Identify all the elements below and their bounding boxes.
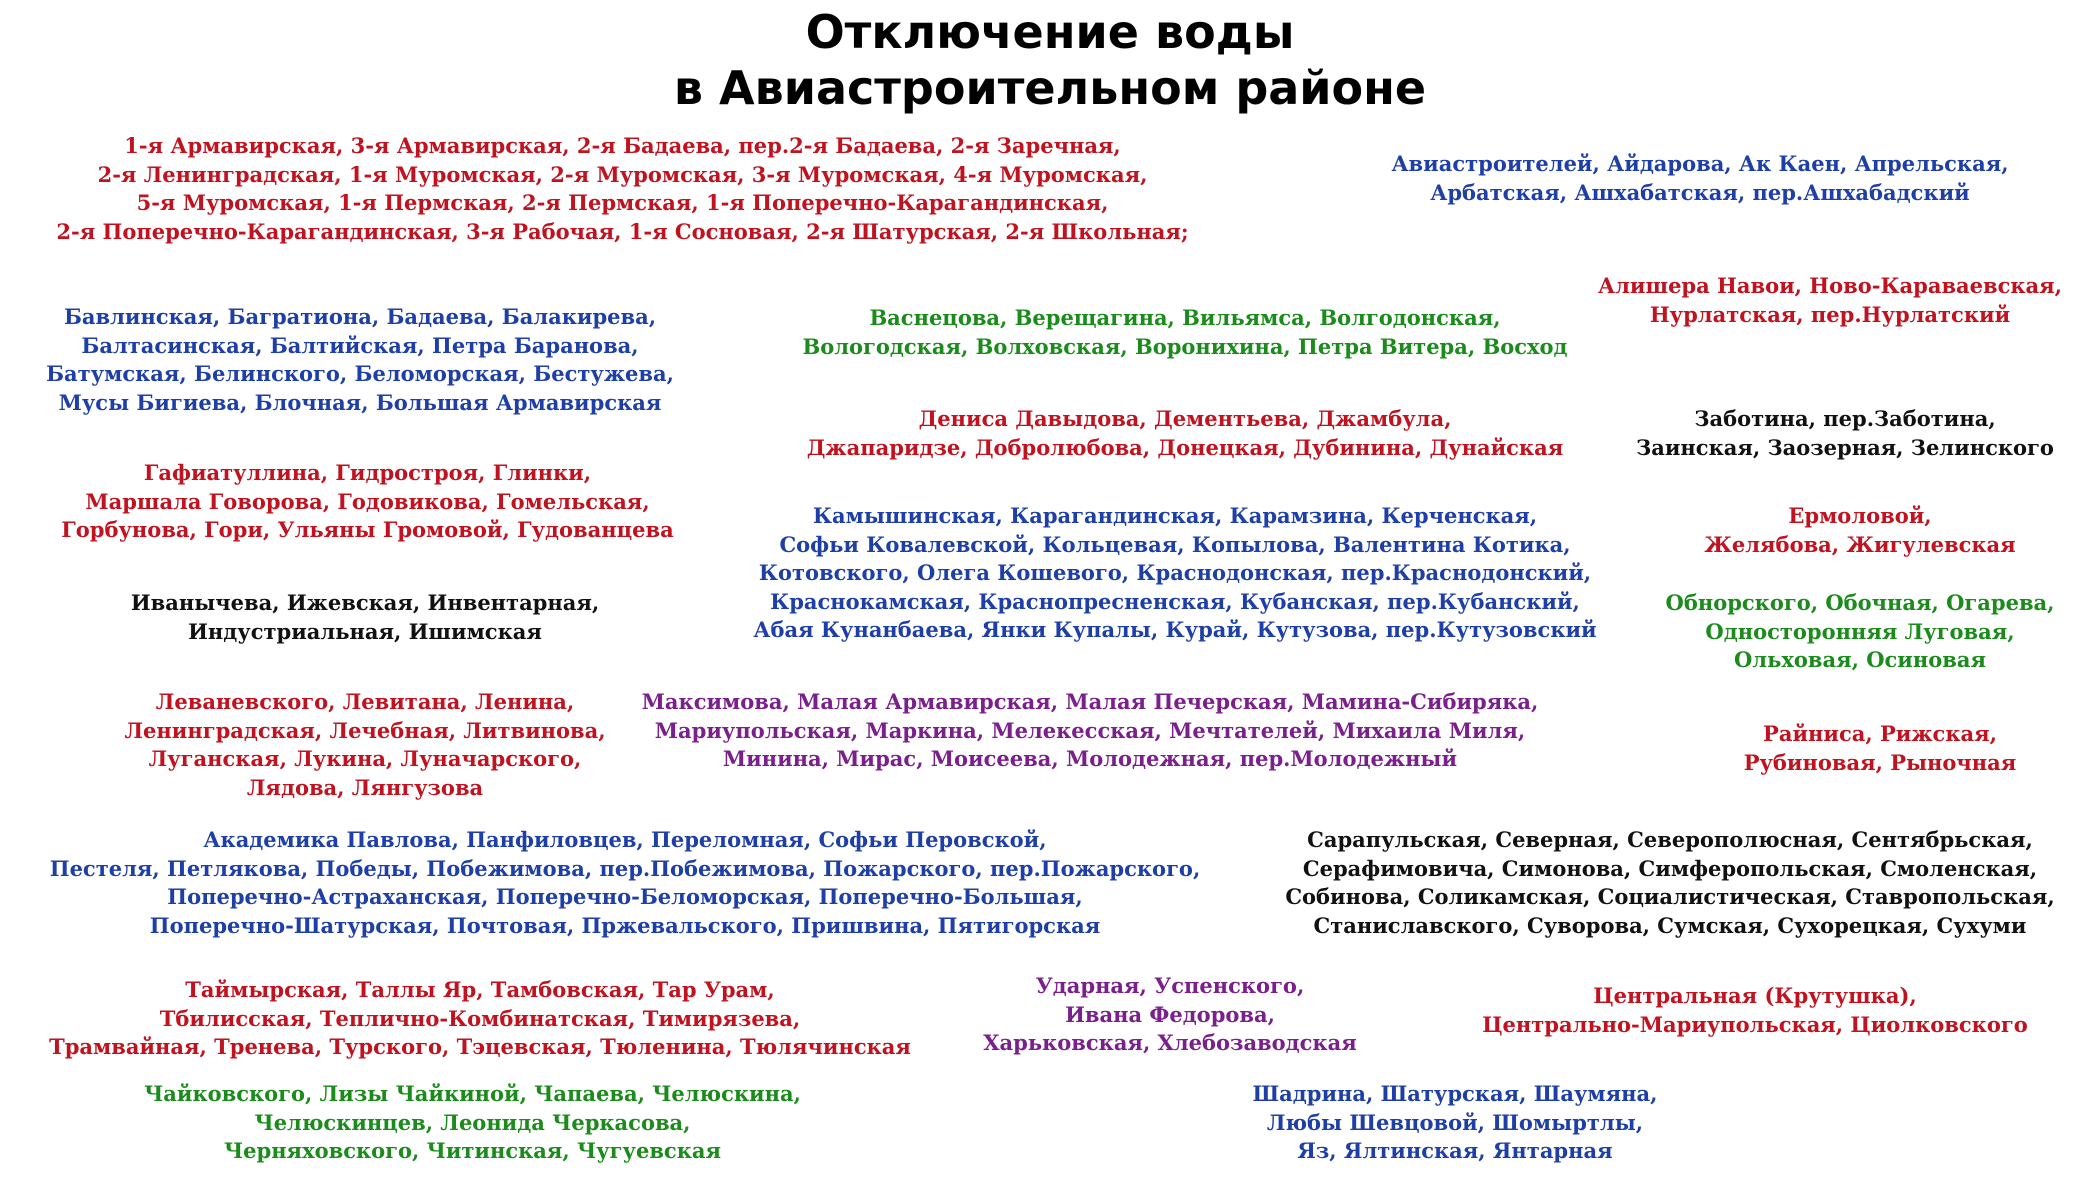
street-line: Ударная, Успенского,	[1035, 973, 1305, 998]
street-line: Серафимовича, Симонова, Симферопольская, Смоленская,	[1302, 855, 2038, 881]
street-line: 2-я Поперечно-Карагандинская, 3-я Рабочая, 1-я Сосновая, 2-я Шатурская, 2-я Школьная;	[56, 218, 1189, 244]
street-group-m	[615, 688, 1565, 774]
street-line: Горбунова, Гори, Ульяны Громовой, Гудованцева	[61, 517, 674, 543]
street-line: Ивана Федорова,	[1065, 1001, 1275, 1027]
street-line: Любы Шевцовой, Шомыртлы,	[1266, 1109, 1644, 1135]
street-line: Иванычева, Ижевская, Инвентарная,	[130, 590, 600, 615]
street-line: Авиастроителей, Айдарова, Ак Каен, Апрельская,	[1391, 151, 2009, 176]
street-line: Нурлатская, пер.Нурлатский	[1649, 301, 2011, 327]
street-line: 5-я Муромская, 1-я Пермская, 2-я Пермская, 1-я Поперечно-Карагандинская,	[136, 190, 1109, 216]
street-line: Бавлинская, Багратиона, Бадаева, Балакирева,	[63, 304, 657, 329]
street-line: Академика Павлова, Панфиловцев, Переломная, Софьи Перовской,	[203, 827, 1047, 852]
street-line: Рубиновая, Рыночная	[1743, 749, 2017, 775]
street-line: Вологодская, Волховская, Воронихина, Петра Витера, Восход	[802, 333, 1568, 359]
street-line: Абая Кунанбаева, Янки Купалы, Курай, Кутузова, пер.Кутузовский	[753, 617, 1597, 643]
street-group-v	[760, 304, 1610, 361]
street-line: Максимова, Малая Армавирская, Малая Печерская, Мамина-Сибиряка,	[641, 689, 1539, 714]
street-line: Пестеля, Петлякова, Победы, Побежимова, пер.Побежимова, Пожарского, пер.Пожарского,	[49, 855, 1201, 881]
street-line: Таймырская, Таллы Яр, Тамбовская, Тар Урам,	[185, 977, 775, 1002]
street-line: Односторонняя Луговая,	[1705, 618, 2015, 644]
street-line: Собинова, Соликамская, Социалистическая, Ставропольская,	[1285, 884, 2055, 910]
street-line: Центрально-Мариупольская, Циолковского	[1482, 1011, 2028, 1037]
street-group-ch	[100, 1080, 845, 1166]
street-line: Мусы Бигиева, Блочная, Большая Армавирская	[58, 389, 662, 415]
street-group-i	[50, 589, 680, 646]
title-line-1: Отключение воды	[805, 5, 1295, 59]
street-line: Ермоловой,	[1788, 503, 1932, 528]
street-line: Обнорского, Обочная, Огарева,	[1665, 590, 2055, 615]
street-line: Камышинская, Карагандинская, Карамзина, Керченская,	[812, 503, 1538, 528]
street-line: Арбатская, Ашхабатская, пер.Ашхабадский	[1430, 179, 1970, 205]
street-group-a	[1350, 150, 2050, 207]
street-line: Заинская, Заозерная, Зелинского	[1636, 434, 2054, 460]
street-line: Лядова, Лянгузова	[246, 774, 484, 800]
street-line: Маршала Говорова, Годовикова, Гомельская,	[85, 488, 650, 514]
street-line: Гафиатуллина, Гидростроя, Глинки,	[143, 460, 592, 485]
street-group-d	[745, 405, 1625, 462]
street-line: Сарапульская, Северная, Северополюсная, Сентябрьская,	[1307, 827, 2033, 852]
street-line: Мариупольская, Маркина, Мелекесская, Мечтателей, Михаила Миля,	[654, 717, 1526, 743]
street-group-s	[1250, 826, 2090, 940]
street-line: 2-я Ленинградская, 1-я Муромская, 2-я Муромская, 3-я Муромская, 4-я Муромская,	[97, 161, 1148, 187]
street-line: Станиславского, Суворова, Сумская, Сухорецкая, Сухуми	[1313, 912, 2027, 938]
street-line: Минина, Мирас, Моисеева, Молодежная, пер.Молодежный	[722, 746, 1458, 772]
street-group-e	[1660, 502, 2060, 559]
street-line: Харьковская, Хлебозаводская	[983, 1030, 1357, 1056]
street-line: Краснокамская, Краснопресненская, Кубанская, пер.Кубанский,	[770, 588, 1580, 614]
street-line: Софьи Ковалевской, Кольцевая, Копылова, Валентина Котика,	[779, 531, 1571, 557]
street-line: Луганская, Лукина, Луначарского,	[148, 746, 582, 772]
street-line: 1-я Армавирская, 3-я Армавирская, 2-я Бадаева, пер.2-я Бадаева, 2-я Заречная,	[124, 133, 1121, 158]
street-line: Батумская, Белинского, Беломорская, Бестужева,	[46, 361, 674, 387]
street-group-numbered	[20, 132, 1225, 246]
street-group-p	[20, 826, 1230, 940]
street-line: Заботина, пер.Заботина,	[1694, 406, 1996, 431]
street-line: Котовского, Олега Кошевого, Краснодонская, пер.Краснодонский,	[758, 560, 1592, 586]
street-group-b	[30, 303, 690, 417]
street-line: Чайковского, Лизы Чайкиной, Чапаева, Челюскина,	[144, 1081, 801, 1106]
title-line-2: в Авиастроительном районе	[673, 61, 1427, 115]
street-line: Тбилисская, Теплично-Комбинатская, Тимирязева,	[159, 1005, 801, 1031]
street-group-r	[1680, 720, 2080, 777]
street-line: Алишера Навои, Ново-Караваевская,	[1598, 273, 2062, 298]
street-group-sh	[1210, 1080, 1700, 1166]
street-line: Челюскинцев, Леонида Черкасова,	[254, 1109, 691, 1135]
street-line: Шадрина, Шатурская, Шаумяна,	[1252, 1081, 1658, 1106]
street-line: Индустриальная, Ишимская	[188, 618, 542, 644]
street-line: Ленинградская, Лечебная, Литвинова,	[124, 717, 606, 743]
street-line: Леваневского, Левитана, Ленина,	[155, 689, 575, 714]
street-line: Васнецова, Верещагина, Вильямса, Волгодонская,	[869, 305, 1501, 330]
street-line: Поперечно-Астраханская, Поперечно-Беломорская, Поперечно-Большая,	[167, 884, 1083, 910]
street-line: Дениса Давыдова, Дементьева, Джамбула,	[918, 406, 1452, 431]
street-line: Райниса, Рижская,	[1763, 721, 1997, 746]
street-line: Яз, Ялтинская, Янтарная	[1297, 1138, 1613, 1164]
street-line: Поперечно-Шатурская, Почтовая, Пржевальского, Пришвина, Пятигорская	[149, 912, 1101, 938]
street-group-g	[25, 459, 710, 545]
street-group-a-extra	[1575, 272, 2085, 329]
street-line: Трамвайная, Тренева, Турского, Тэцевская, Тюленина, Тюлячинская	[49, 1034, 911, 1060]
street-line: Центральная (Крутушка),	[1593, 983, 1917, 1008]
page-title	[0, 4, 2100, 116]
street-group-l	[40, 688, 690, 802]
street-line: Ольховая, Осиновая	[1734, 647, 1986, 673]
street-group-k	[705, 502, 1645, 645]
street-line: Джапаридзе, Добролюбова, Донецкая, Дубинина, Дунайская	[806, 434, 1564, 460]
street-group-u	[960, 972, 1380, 1058]
street-group-z	[1605, 405, 2085, 462]
street-line: Балтасинская, Балтийская, Петра Баранова,	[81, 332, 639, 358]
street-line: Черняховского, Читинская, Чугуевская	[223, 1138, 722, 1164]
street-group-t	[20, 976, 940, 1062]
street-group-o	[1640, 589, 2080, 675]
street-line: Желябова, Жигулевская	[1704, 531, 2016, 557]
street-group-c	[1440, 982, 2070, 1039]
